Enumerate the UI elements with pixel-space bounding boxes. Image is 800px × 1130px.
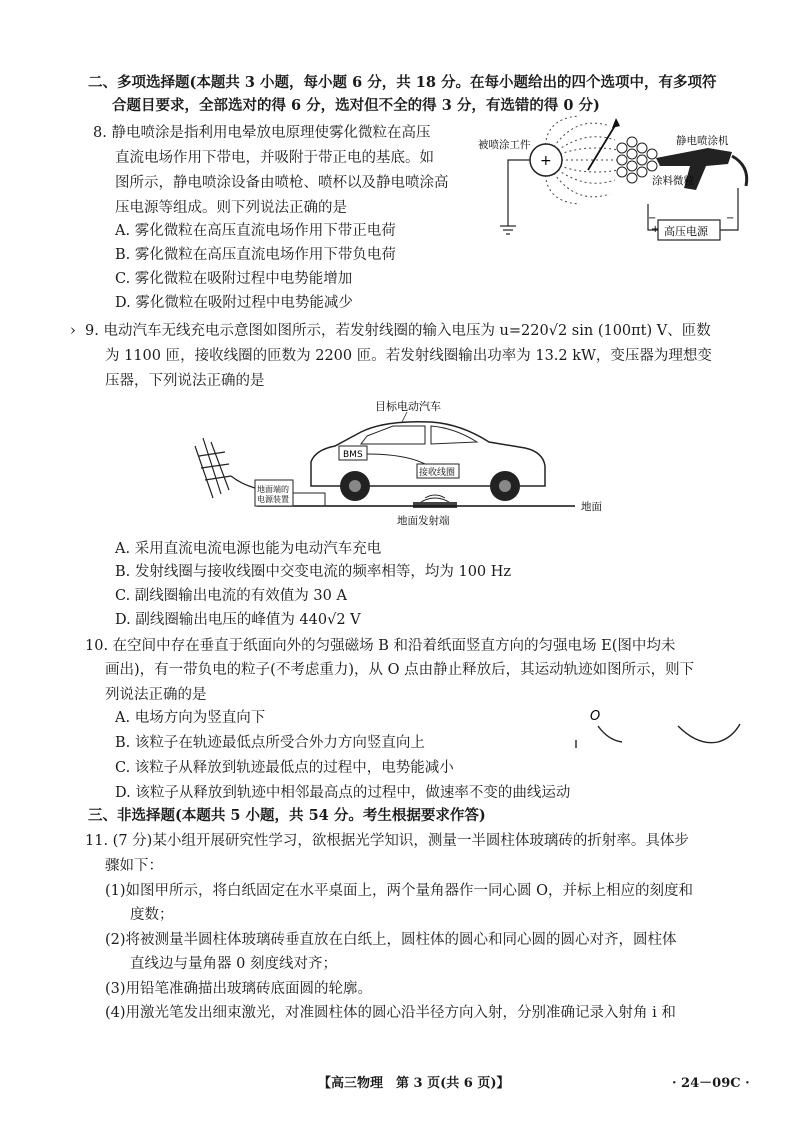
ground-device-label-1: 地面端的 [257,485,289,494]
gun-cable [732,156,747,186]
q10-option-b: B. 该粒子在轨迹最低点所受合外力方向竖直向上 [115,735,425,751]
q11-step2-line2: 直线边与量角器 0 刻度线对齐； [130,956,337,972]
receiver-label: 接收线圈 [419,468,456,478]
ground-symbol [500,226,516,234]
particles-label: 涂料微粒 [652,175,694,187]
wireless-waves [421,495,449,502]
q9-option-a: A. 采用直流电流电源也能为电动汽车充电 [115,541,382,557]
device-wire [293,493,325,506]
page-footer-code: · 24－09C · [672,1076,750,1091]
car-hub-rear [349,480,361,492]
force-arrow [588,124,616,170]
power-minus-left: − [648,213,657,224]
workpiece-label: 被喷涂工件 [478,139,531,151]
q10-option-c: C. 该粒子从释放到轨迹最低点的过程中，电势能减小 [115,760,454,776]
power-minus-right: − [726,213,735,224]
q9-stem-line3: 压器，下列说法正确的是 [105,373,265,389]
q8-stem-line4: 压电源等组成。则下列说法正确的是 [115,200,347,216]
q10-trajectory-figure [560,706,760,756]
q11-stem-line2: 骤如下： [105,858,163,874]
power-plus-left: + [651,224,660,235]
force-arrow-head [612,118,620,128]
q10-stem-line3: 列说法正确的是 [105,687,207,703]
bms-label: BMS [343,450,363,460]
power-supply-label: 高压电源 [664,225,708,238]
car-hub-front [499,480,511,492]
q8-stem-line3: 图所示，静电喷涂设备由喷枪、喷杯以及静电喷涂高 [115,175,449,191]
ground-label: 地面 [581,501,602,513]
q11-step1-line2: 度数； [130,907,174,923]
q9-option-b: B. 发射线圈与接收线圈中交变电流的频率相等，均为 100 Hz [115,564,512,580]
transmitter-pad [413,502,457,508]
section3-heading: 三、非选择题(本题共 5 小题，共 54 分。考生根据要求作答) [88,807,486,824]
q10-option-d: D. 该粒子从释放到轨迹中相邻最高点的过程中，做速率不变的曲线运动 [115,785,571,801]
machine-label: 静电喷涂机 [676,135,729,147]
q11-step4: (4)用激光笔发出细束激光，对准圆柱体的圆心沿半径方向入射，分别准确记录入射角 i 和 [105,1005,676,1021]
q9-charging-figure [185,398,615,534]
q9-stem-line2: 为 1100 匝，接收线圈的匝数为 2200 匝。若发射线圈输出功率为 13.2 kW，变压器为理想变 [105,348,712,364]
q9-option-c: C. 副线圈输出电流的有效值为 30 A [115,588,347,604]
q9-option-d: D. 副线圈输出电压的峰值为 440√2 V [115,612,361,628]
power-tower [195,438,255,498]
margin-mark: › [70,323,76,339]
car-label: 目标电动汽车 [375,400,441,413]
q8-spray-figure [470,108,760,258]
trajectory-segment-2 [678,724,740,743]
origin-label: O [590,709,601,724]
ground-device-label-2: 电源装置 [257,495,289,504]
q8-stem-line2: 直流电场作用下带电，并吸附于带正电的基底。如 [115,150,434,166]
trajectory-segment-1 [598,726,622,742]
q10-stem-line1: 10. 在空间中存在垂直于纸面向外的匀强磁场 B 和沿着纸面竖直方向的匀强电场 E(图中均未 [85,638,676,654]
q8-option-d: D. 雾化微粒在吸附过程中电势能减少 [115,295,353,311]
q11-stem-line1: 11. (7 分)某小组开展研究性学习，欲根据光学知识，测量一半圆柱体玻璃砖的折射率。具体步 [85,833,689,849]
section2-heading: 二、多项选择题(本题共 3 小题，每小题 6 分，共 18 分。在每小题给出的四个选项中，有多项符 [88,74,717,91]
q11-step2-line1: (2)将被测量半圆柱体玻璃砖垂直放在白纸上，圆柱体的圆心和同心圆的圆心对齐，圆柱体 [105,932,677,948]
ground-wire [508,160,530,226]
transmitter-label: 地面发射端 [397,515,450,527]
workpiece-plus: + [540,153,552,169]
q9-stem-line1: 9. 电动汽车无线充电示意图如图所示，若发射线圈的输入电压为 u=220√2 sin (100πt) V、匝数 [85,323,711,339]
q11-step1-line1: (1)如图甲所示，将白纸固定在水平桌面上，两个量角器作一同心圆 O，并标上相应的刻度和 [105,883,694,899]
q8-option-b: B. 雾化微粒在高压直流电场作用下带负电荷 [115,247,396,263]
q8-stem-line1: 8. 静电喷涂是指利用电晕放电原理使雾化微粒在高压 [93,125,431,141]
paint-particles [617,137,657,183]
section2-heading-cont: 合题目要求，全部选对的得 6 分，选对但不全的得 3 分，有选错的得 0 分) [112,97,600,114]
q10-option-a: A. 电场方向为竖直向下 [115,710,266,726]
q8-option-c: C. 雾化微粒在吸附过程中电势能增加 [115,271,353,287]
page-footer-center: 【高三物理 第 3 页(共 6 页)】 [318,1076,510,1091]
q10-stem-line2: 画出)，有一带负电的粒子(不考虑重力)，从 O 点由静止释放后，其运动轨迹如图所示，则下 [105,662,695,678]
q8-option-a: A. 雾化微粒在高压直流电场作用下带正电荷 [115,223,396,239]
q11-step3: (3)用铅笔准确描出玻璃砖底面圆的轮廓。 [105,981,373,997]
